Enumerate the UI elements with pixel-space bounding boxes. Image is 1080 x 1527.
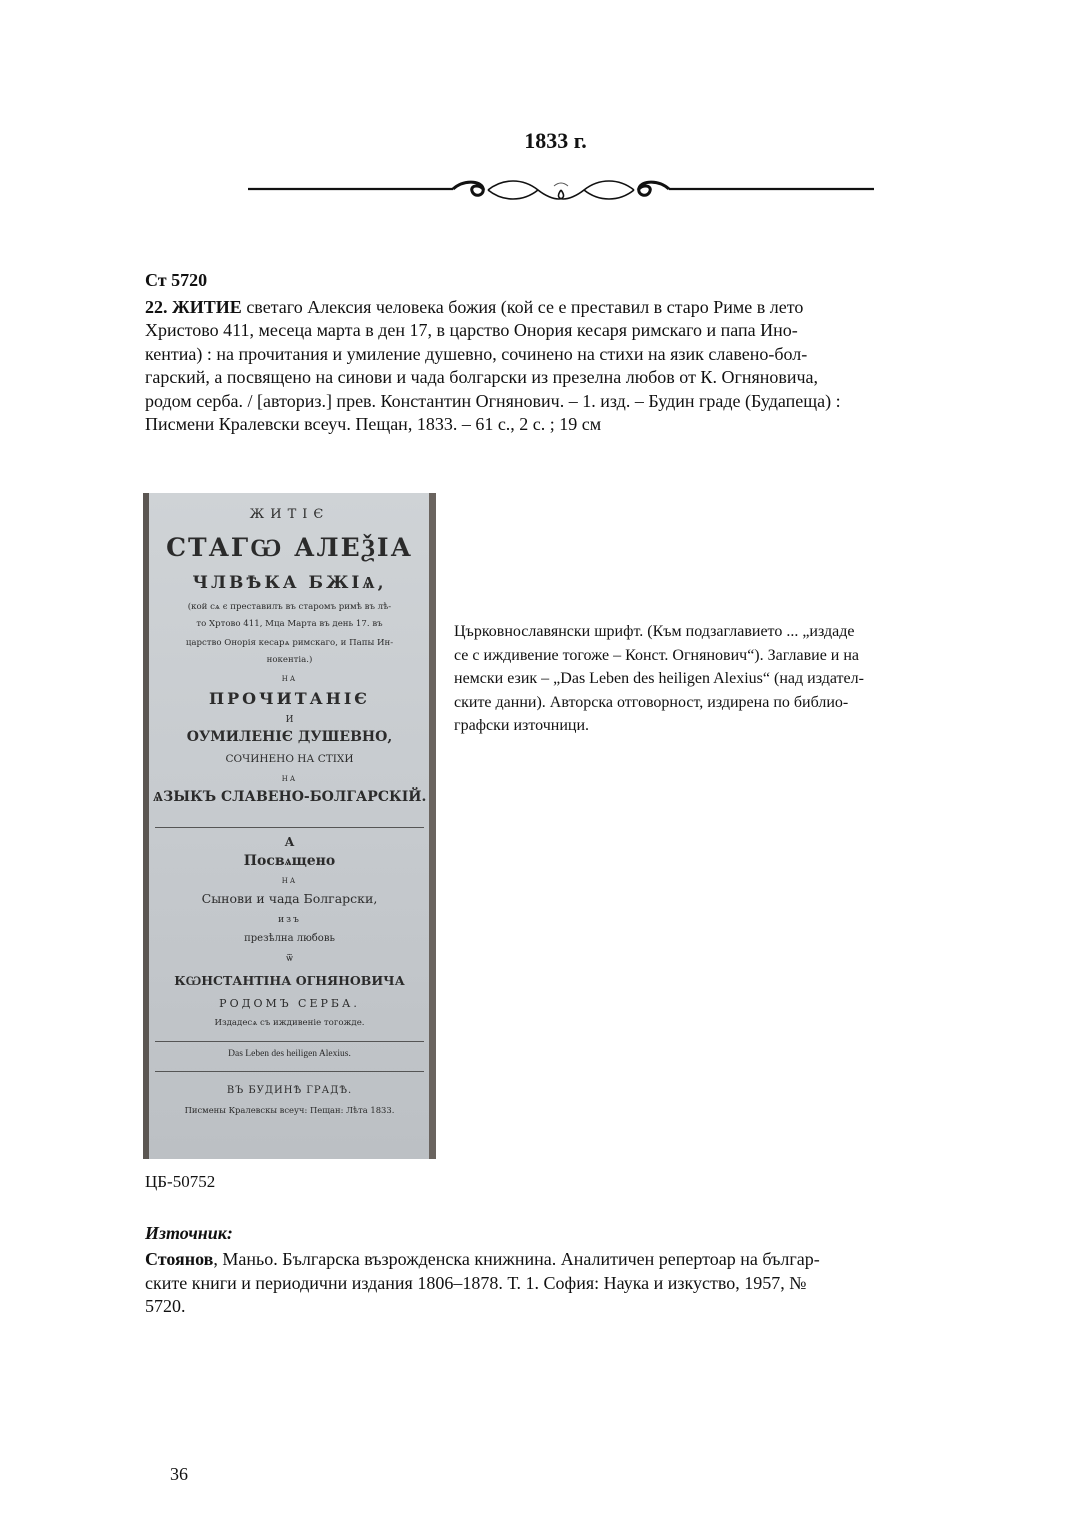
shelf-mark: Ст 5720 bbox=[145, 270, 208, 290]
entry-line: светаго Алексия человека божия (кой се е преставил в старо Риме в лето bbox=[241, 297, 804, 317]
caption-line: ските данни). Авторска отговорност, издирена по библио- bbox=[454, 693, 849, 711]
cover-divider bbox=[155, 1041, 424, 1042]
cover-line: Писмены Кралевскы всеуч: Пещан: Лѣта 1833. bbox=[184, 1105, 395, 1115]
cover-line: РОДОМЪ СЕРБА. bbox=[219, 997, 360, 1010]
source-reference bbox=[145, 1248, 967, 1319]
year-heading: 1833 г. bbox=[524, 128, 587, 153]
caption-line: се с иждивение тогоже – Конст. Огнянович“). Заглавие и на bbox=[454, 646, 860, 664]
entry-line: гарский, а посвящено на синови и чада болгарски из презелна любов от К. Огняновича, bbox=[145, 367, 819, 388]
entry-title-word: ЖИТИЕ bbox=[172, 297, 242, 317]
cover-caption bbox=[454, 620, 968, 738]
source-label: Източник: bbox=[145, 1223, 233, 1243]
cover-line: ЧЛВѢКА БЖІѦ, bbox=[192, 573, 387, 593]
cover-line: ѿ bbox=[286, 953, 293, 964]
source-line: ските книги и периодични издания 1806–1878. Т. 1. София: Наука и изкуство, 1957, № bbox=[145, 1272, 807, 1293]
cover-line: А bbox=[284, 835, 295, 849]
caption-line: Църковнославянски шрифт. (Към подзаглавието ... „издаде bbox=[454, 623, 855, 640]
catalog-number: ЦБ-50752 bbox=[145, 1172, 216, 1191]
source-author: Стоянов bbox=[145, 1249, 214, 1269]
cover-line: Сынови и чада Болгарски, bbox=[201, 891, 378, 906]
entry-line: Писмени Кралевски всеуч. Пещан, 1833. – 61 с., 2 с. ; 19 см bbox=[145, 414, 602, 435]
cover-line: ВЪ БУДИНѢ ГРАДѢ. bbox=[226, 1085, 353, 1096]
bibliographic-entry bbox=[145, 296, 967, 436]
page-number: 36 bbox=[170, 1464, 188, 1484]
cover-line: ПРОЧИТАНІЄ bbox=[208, 689, 371, 708]
cover-line: (кой сѧ є преставилъ въ старомъ римѣ въ лѣ- bbox=[187, 602, 392, 612]
entry-number: 22. bbox=[145, 297, 168, 317]
entry-line: кентиа) : на прочитания и умиление душевно, сочинено на стихи на язик славено-бол- bbox=[145, 343, 808, 364]
cover-line: царство Онорія кесарѧ римскаго, и Папы Ин- bbox=[185, 638, 394, 648]
cover-line: Издадесѧ съ иждивеніе тогожде. bbox=[214, 1018, 365, 1028]
caption-line: немски език – „Das Leben des heiligen Alexius“ (над издател- bbox=[454, 670, 864, 688]
cover-line: СОЧИНЕНО НА СТІХИ bbox=[225, 753, 354, 765]
entry-line: родом серба. / [авториз.] прев. Константин Огнянович. – 1. изд. – Будин граде (Будапеща) : bbox=[145, 390, 841, 411]
caption-line: графски източници. bbox=[454, 717, 590, 735]
entry-line: Христово 411, месеца марта в ден 17, в царство Онория кесаря римскаго и папа Ино- bbox=[145, 320, 798, 341]
cover-line: презѣлна любовь bbox=[244, 933, 335, 944]
cover-line: КѠНСТАНТІНА ОГНЯНОВИЧА bbox=[174, 973, 405, 988]
ornament-divider bbox=[248, 172, 874, 208]
source-line: 5720. bbox=[145, 1296, 186, 1317]
title-page-photo bbox=[143, 493, 436, 1159]
cover-line: НА bbox=[281, 775, 298, 783]
cover-line: то Хртово 411, Мца Марта въ день 17. въ bbox=[196, 619, 383, 629]
cover-divider bbox=[155, 1071, 424, 1072]
cover-line: Посвѧщено bbox=[243, 853, 336, 869]
cover-line: ЖИТІЄ bbox=[249, 507, 330, 522]
cover-line: СТАГѠ АЛЕѮІА bbox=[166, 533, 413, 562]
cover-line: НА bbox=[281, 877, 298, 885]
cover-line: ОУМИЛЕНІЄ ДУШЕВНО, bbox=[186, 729, 393, 745]
cover-divider bbox=[155, 827, 424, 828]
cover-line: НА bbox=[281, 675, 298, 683]
cover-line: ѦЗЫКЪ СЛАВЕНО-БОЛГАРСКІЙ. bbox=[153, 789, 427, 805]
cover-line: нокентіа.) bbox=[266, 655, 313, 665]
cover-line: И bbox=[285, 715, 294, 725]
cover-line: Das Leben des heiligen Alexius. bbox=[228, 1049, 351, 1059]
source-line: , Маньо. Българска възрожденска книжнина. Аналитичен репертоар на българ- bbox=[213, 1249, 820, 1269]
cover-line: изъ bbox=[278, 915, 301, 925]
